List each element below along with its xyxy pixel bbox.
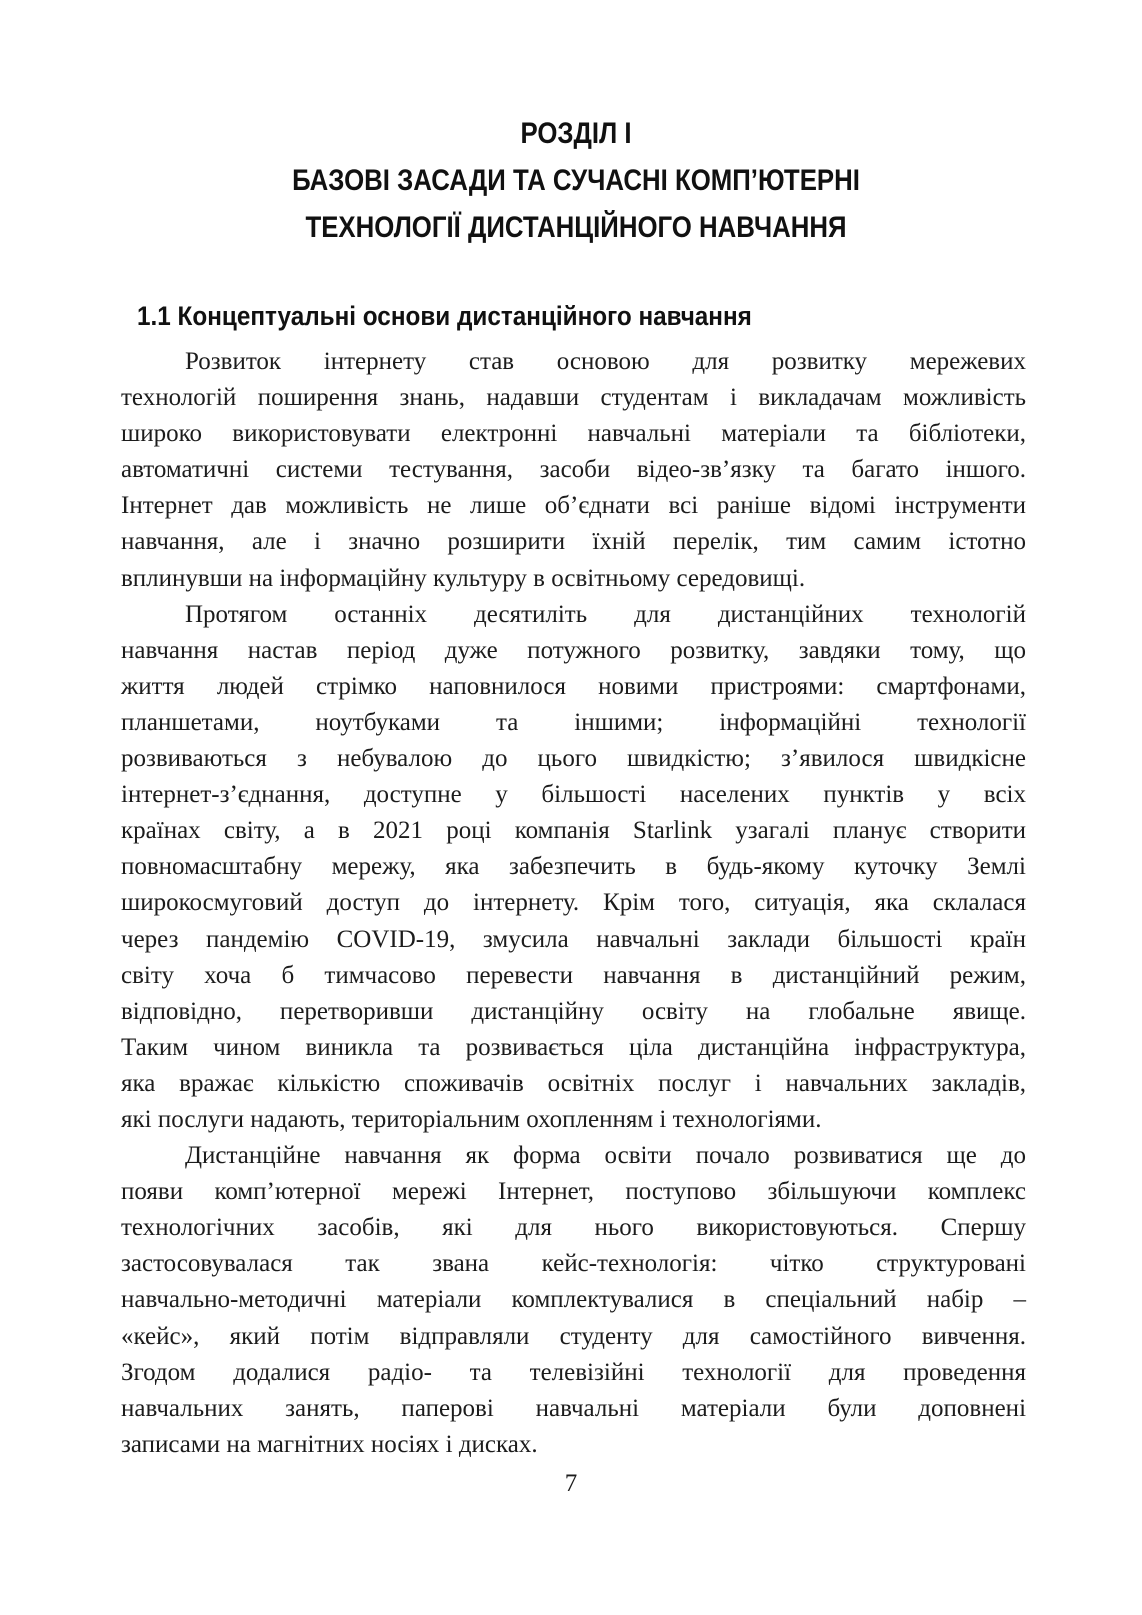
text-line-content: Протягом останніх десятиліть для дистанційних технологій [185,600,1026,628]
text-line-content: навчально-методичні матеріали комплектувалися в спеціальний набір – [121,1286,1026,1314]
text-line [121,597,1026,633]
text-line [121,669,1026,705]
text-line-content: Таким чином виникла та розвивається ціла дистанційна інфраструктура, [121,1033,1027,1061]
text-line-content: широко використовувати електронні навчальні матеріали та бібліотеки, [121,420,1026,448]
text-line [121,452,1026,488]
text-line [121,813,1026,849]
text-line [121,1391,1026,1427]
text-line [121,1174,1026,1210]
text-line [121,1355,1026,1391]
text-line-content: Дистанційне навчання як форма освіти почало розвиватися ще до [185,1142,1026,1170]
text-line-content: інтернет-з’єднання, доступне у більшості населених пунктів у всіх [121,781,1026,809]
text-line [121,488,1026,524]
text-line [121,1102,1026,1138]
text-line [121,1427,1026,1463]
text-line-content: навчання, але і значно розширити їхній перелік, тим самим істотно [121,528,1026,556]
text-line-content: широкосмуговий доступ до інтернету. Крім того, ситуація, яка склалася [121,889,1026,917]
text-line-content: автоматичні системи тестування, засоби відео-зв’язку та багато іншого. [121,456,1027,484]
text-line-content: записами на магнітних носіях і дисках. [121,1430,538,1458]
chapter-title-line-1: БАЗОВІ ЗАСАДИ ТА СУЧАСНІ КОМП’ЮТЕРНІ [292,164,860,197]
text-line [121,705,1026,741]
text-line [121,344,1026,380]
text-line-content: розвиваються з небувалою до цього швидкістю; з’явилося швидкісне [121,745,1027,773]
text-line [121,1282,1026,1318]
text-line [121,380,1026,416]
text-line-content: відповідно, перетворивши дистанційну освіту на глобальне явище. [121,997,1026,1025]
text-line-content: країнах світу, а в 2021 році компанія Starlink узагалі планує створити [121,817,1027,845]
text-line [121,741,1026,777]
text-line-content: технологій поширення знань, надавши студентам і викладачам можливість [121,384,1027,412]
text-line [121,633,1026,669]
text-line-content: яка вражає кількістю споживачів освітніх послуг і навчальних закладів, [121,1069,1027,1097]
text-line [121,885,1026,921]
text-line-content: світу хоча б тимчасово перевести навчання в дистанційний режим, [121,961,1026,989]
text-line-content: вплинувши на інформаційну культуру в освітньому середовищі. [121,564,806,592]
text-line-content: життя людей стрімко наповнилося новими пристроями: смартфонами, [121,672,1026,700]
text-line-content: технологічних засобів, які для нього використовуються. Спершу [121,1214,1026,1242]
text-line [121,1066,1026,1102]
text-line [121,994,1026,1030]
text-line [121,1246,1026,1282]
text-line-content: появи комп’ютерної мережі Інтернет, поступово збільшуючи комплекс [121,1178,1026,1206]
text-line [121,777,1026,813]
text-line-content: «кейс», який потім відправляли студенту для самостійного вивчення. [121,1322,1026,1350]
text-line-content: Інтернет дав можливість не лише об’єднати всі раніше відомі інструменти [121,492,1026,520]
section-title: 1.1 Концептуальні основи дистанційного навчання [137,301,752,331]
text-line [121,416,1026,452]
text-line-content: Згодом додалися радіо- та телевізійні технології для проведення [121,1358,1027,1386]
chapter-label: РОЗДІЛ І [520,117,632,150]
text-line [121,1210,1026,1246]
text-line-content: навчання настав період дуже потужного розвитку, завдяки тому, що [121,636,1027,664]
text-line-content: які послуги надають, територіальним охопленням і технологіями. [121,1105,822,1133]
page-number: 7 [564,1470,578,1497]
text-line-content: Розвиток інтернету став основою для розвитку мережевих [185,348,1026,375]
text-line [121,524,1026,560]
text-line-content: навчальних занять, паперові навчальні матеріали були доповнені [121,1394,1027,1422]
text-line-content: повномасштабну мережу, яка забезпечить в будь-якому куточку Землі [121,853,1026,881]
text-line-content: застосовувалася так звана кейс-технологія: чітко структуровані [121,1250,1026,1278]
text-line [121,1138,1026,1174]
text-line [121,561,1026,597]
text-line-content: через пандемію COVID-19, змусила навчальні заклади більшості країн [121,925,1026,953]
text-line [121,1319,1026,1355]
chapter-title-line-2: ТЕХНОЛОГІЇ ДИСТАНЦІЙНОГО НАВЧАННЯ [305,211,847,244]
chapter-heading [120,110,1032,251]
text-line [121,849,1026,885]
text-line-content: планшетами, ноутбуками та іншими; інформаційні технології [121,708,1026,736]
text-line [121,1030,1026,1066]
body-text [121,344,1026,1463]
text-line [121,958,1026,994]
text-line [121,922,1026,958]
